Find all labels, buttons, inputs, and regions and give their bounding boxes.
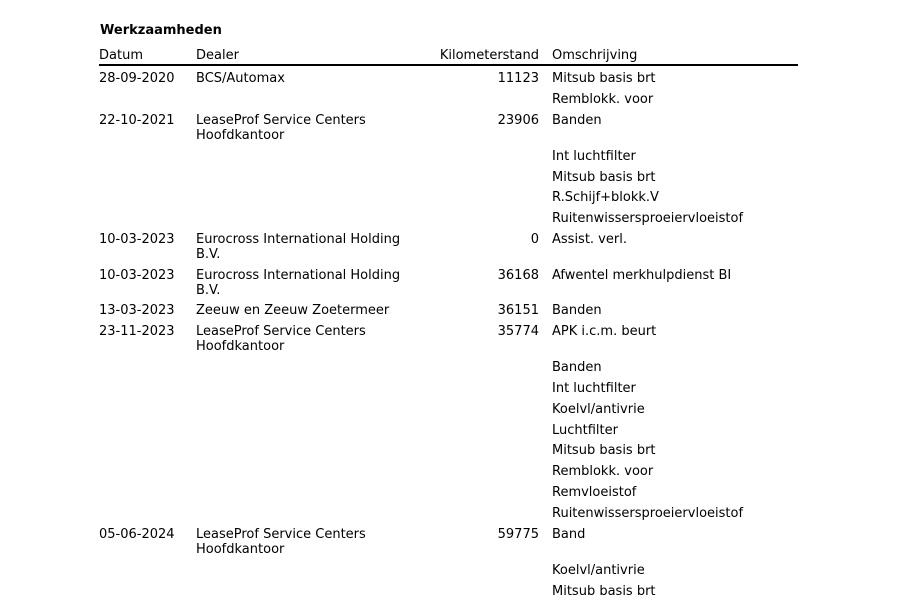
column-header-description: Omschrijving [552,48,638,63]
description-item: R.Schijf+blokk.V [552,190,659,206]
description-list [552,527,656,604]
description-item: Banden [552,112,602,128]
description-item: Ruitenwissersproeiervloeistof [552,505,744,521]
column-header-date: Datum [99,48,143,63]
description-list [552,113,743,232]
cell-date: 13-03-2023 [99,303,175,319]
description-item: Remvloeistof [552,484,637,500]
cell-km: 35774 [497,323,539,339]
cell-dealer: LeaseProf Service Centers Hoofdkantoor [196,526,366,557]
description-item: Band [552,526,586,542]
description-item: Assist. verl. [552,231,627,247]
description-item: Mitsub basis brt [552,443,656,459]
description-item [552,133,743,148]
description-item: Koelvl/antivrie [552,401,645,417]
maintenance-table [99,47,798,601]
cell-dealer: LeaseProf Service Centers Hoofdkantoor [196,112,366,143]
cell-km: 59775 [497,526,539,542]
description-item: APK i.c.m. beurt [552,323,657,339]
description-list [552,268,731,289]
description-item [552,345,743,360]
column-header-km: Kilometerstand [439,48,539,63]
description-item: Remblokk. voor [552,91,654,107]
cell-date: 28-09-2020 [99,71,175,86]
cell-km: 0 [530,231,539,247]
table-row [99,110,798,229]
description-item: Banden [552,303,602,319]
table-row [99,321,798,524]
cell-dealer: BCS/Automax [196,71,285,86]
description-item: Banden [552,360,602,376]
description-item [552,547,656,562]
section-title: Werkzaamheden [100,23,222,38]
cell-km: 23906 [497,112,539,128]
cell-km: 36168 [497,267,539,283]
column-header-dealer: Dealer [196,48,239,63]
description-item: Int luchtfilter [552,380,636,396]
table-body [99,68,798,601]
description-item: Remblokk. voor [552,464,654,480]
cell-date: 10-03-2023 [99,267,175,283]
cell-dealer: Eurocross International Holding B.V. [196,267,401,298]
cell-km: 11123 [497,71,539,86]
description-item: Mitsub basis brt [552,583,656,599]
description-item: Afwentel merkhulpdienst BI [552,267,732,283]
cell-dealer: Eurocross International Holding B.V. [196,231,401,262]
cell-date: 22-10-2021 [99,112,175,128]
description-item: Mitsub basis brt [552,169,656,185]
description-item: Mitsub basis brt [552,71,656,86]
cell-km: 36151 [497,303,539,319]
description-item: Luchtfilter [552,422,618,438]
description-list [552,232,627,253]
cell-date: 10-03-2023 [99,231,175,247]
description-item: Int luchtfilter [552,148,636,164]
table-row [99,229,798,265]
cell-date: 23-11-2023 [99,323,175,339]
description-item: Ruitenwissersproeiervloeistof [552,211,744,227]
cell-dealer: Zeeuw en Zeeuw Zoetermeer [196,303,390,319]
cell-date: 05-06-2024 [99,526,175,542]
table-row [99,300,798,321]
cell-dealer: LeaseProf Service Centers Hoofdkantoor [196,323,366,354]
table-row [99,68,798,110]
description-list [552,71,656,113]
description-list [552,324,743,527]
table-header [99,47,798,66]
table-row [99,265,798,301]
description-item: Koelvl/antivrie [552,562,645,578]
table-row [99,524,798,602]
